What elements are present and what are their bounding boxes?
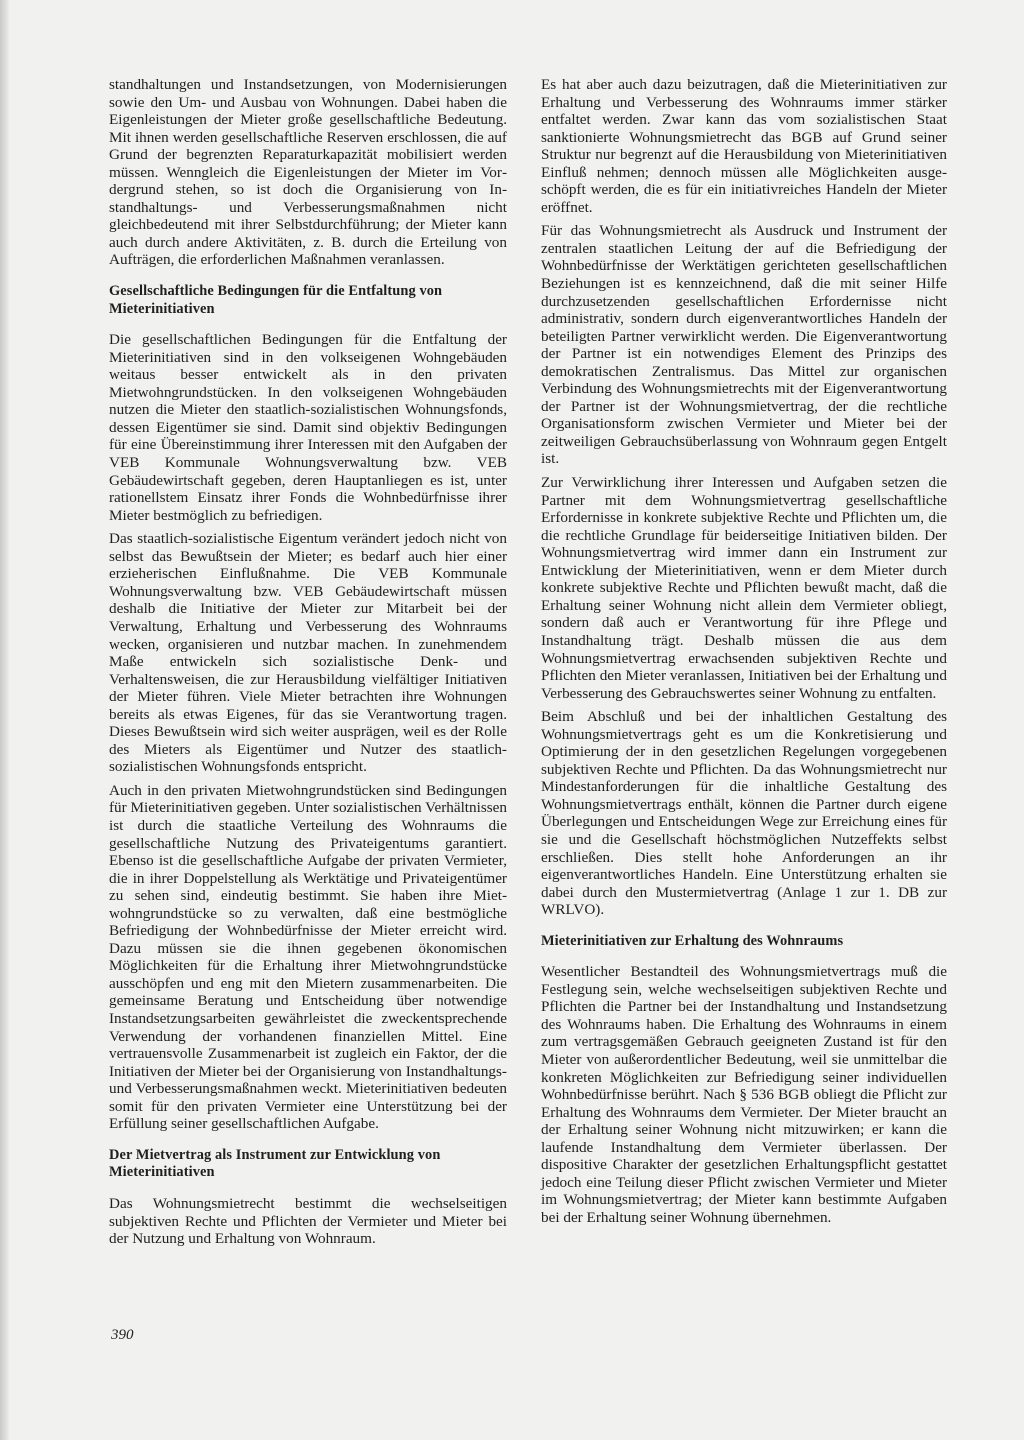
section-heading: Der Mietvertrag als Instrument zur Entwicklung von Mieterinitiativen bbox=[109, 1146, 441, 1181]
paragraph: Es hat aber auch dazu beizutragen, daß die Mieterinitiativen zur Erhaltung und Verbesserung des Wohnraums immer stärker entfaltet werden. Zwar kann das vom sozialistischen Staat sanktionierte Wohnungsmietrecht das BGB auf Grund seiner Struktur nur begrenzt auf die Herausbildung von Mieterinitiativen Einfluß nehmen; dennoch müssen alle Möglichkeiten ausgeschöpft werden, die es für ein initiativreiches Handeln der Mieter eröffnet. bbox=[541, 76, 947, 216]
paragraph: Das staatlich-sozialistische Eigentum verändert jedoch nicht von selbst das Bewußtsein der Mieter; es bedarf auch hier einer erzieherischen Einflußnahme. Die VEB Kommunale Wohnungsverwaltung bzw. VEB Gebäudewirtschaft müssen deshalb die Initiative der Mieter zur Mitarbeit bei der Verwaltung, Erhaltung und Verbesserung des Wohnraums wecken, organisieren und nutzbar machen. In zunehmendem Maße entwickeln sich sozialistische Denk- und Verhaltensweisen, die zur Herausbildung vielfältiger Initiativen der Mieter führen. Viele Mieter betrachten ihre Wohnungen bereits als etwas Eigenes, für das sie Verantwortung tragen. Dieses Bewußtsein wird sich weiter ausprägen, weil es der Rolle des Mieters als Eigentümer und Nutzer des staatlich-sozialistischen Wohnungsfonds entspricht. bbox=[109, 530, 507, 776]
left-column bbox=[109, 76, 507, 1254]
paragraph: Zur Verwirklichung ihrer Interessen und Aufgaben setzen die Partner mit dem Wohnungsmietvertrag gesellschaftliche Erfordernisse in konkrete subjektive Rechte und Pflichten um, die die rechtliche Grundlage für beiderseitige Initiativen bilden. Der Wohnungsmietvertrag wird immer dann ein Instrument zur Entwicklung der Mieterinitiativen, wenn er dem Mieter durch konkrete subjektive Rechte und Pflichten bewußt macht, daß die Erhaltung seiner Wohnung nicht allein dem Vermieter obliegt, sondern daß auch er Verantwortung für ihre Pflege und Instandhaltung trägt. Deshalb müssen die aus dem Wohnungsmietvertrag erwachsenden subjektiven Rechte und Pflichten den Mieter veranlassen, Initiativen bei der Erhaltung und Verbesserung des Gebrauchswertes seiner Wohnung zu entfalten. bbox=[541, 474, 947, 702]
paragraph: Wesentlicher Bestandteil des Wohnungsmietvertrags muß die Festlegung sein, welche wechselseitigen subjektiven Rechte und Pflichten die Partner bei der Instandhaltung und Instandsetzung des Wohnraums haben. Die Erhaltung des Wohnraums in einem zum vertragsgemäßen Gebrauch geeigneten Zustand ist für den Mieter von außerordentlicher Bedeutung, weil sie unmittelbar die konkreten Möglichkeiten zur Befriedigung seiner individuellen Wohnbedürfnisse berührt. Nach § 536 BGB obliegt die Pflicht zur Erhaltung des Wohnraums dem Vermieter. Der Mieter braucht an der Erhaltung seiner Wohnung nicht mitzuwirken; er kann die laufende Instandhaltung dem Vermieter überlassen. Der dispositive Charakter der gesetzlichen Erhaltungspflicht gestattet jedoch eine Teilung dieser Pflicht zwischen Vermieter und Mieter im Wohnungsmietvertrag; der Mieter kann bestimmte Aufgaben bei der Erhaltung seiner Wohnung übernehmen. bbox=[541, 963, 947, 1226]
paragraph: Auch in den privaten Mietwohngrundstücken sind Bedingungen für Mieterinitiativen gegeben. Unter sozialistischen Verhältnissen ist durch die staatliche Verteilung des Wohnraums die gesellschaftliche Nutzung des Privateigentums garantiert. Ebenso ist die gesellschaftliche Aufgabe der privaten Vermieter, die in ihrer Doppelstellung als Werktätige und Privateigentümer zu sehen sind, eindeutig bestimmt. Sie haben ihre Mietwohngrundstücke so zu verwalten, daß eine bestmögliche Befriedigung der Wohnbedürfnisse der Mieter erreicht wird. Dazu müssen sie die ihnen gegebenen ökonomischen Möglichkeiten für die Erhaltung ihrer Mietwohngrundstücke ausschöpfen und eng mit den Mietern zusammenarbeiten. Die gemeinsame Beratung und Entscheidung über notwendige Instandsetzungsarbeiten gewährleistet die zweckentsprechende Verwendung der vorhandenen finanziellen Mittel. Eine vertrauensvolle Zusammenarbeit ist zugleich ein Faktor, der die Initiativen der Mieter bei der Organisierung von Instandhaltungs- und Verbesserungsmaßnahmen weckt. Mieterinitiativen bedeuten somit für den privaten Vermieter eine Unterstützung bei der Erfüllung seiner gesellschaftlichen Aufgabe. bbox=[109, 781, 507, 1133]
section-heading: Gesellschaftliche Bedingungen für die Entfaltung von Mieterinitiativen bbox=[109, 283, 443, 317]
paragraph: Beim Abschluß und bei der inhaltlichen Gestaltung des Wohnungsmietvertrags geht es um die Konkretisierung und Optimierung der in den gesetzlichen Regelungen vorgegebenen subjektiven Rechte und Pflichten. Da das Wohnungsmietrecht nur Mindestanforderungen für die inhaltliche Gestaltung des Wohnungsmietvertrags enthält, können die Partner durch eigene Überlegungen und Entscheidungen Wege zur Erreichung eines für sie und die Gesellschaft höchstmöglichen Nutzeffekts selbst erschließen. Dies stellt hohe Anforderungen an ihr eigenverantwortliches Handeln. Eine Unterstützung erhalten sie dabei durch den Mustermietvertrag (Anlage 1 zur 1. DB zur WRLVO). bbox=[541, 708, 947, 919]
section-heading: Mieterinitiativen zur Erhaltung des Wohnraums bbox=[541, 932, 844, 949]
right-column bbox=[541, 76, 947, 1233]
page-number: 390 bbox=[111, 1327, 134, 1343]
paragraph: Das Wohnungsmietrecht bestimmt die wechselseitigen subjektiven Rechte und Pflichten der Vermieter und Mieter bei der Nutzung und Erhaltung von Wohnraum. bbox=[109, 1195, 507, 1248]
paragraph: Für das Wohnungsmietrecht als Ausdruck und Instrument der zentralen staatlichen Leitung der auf die Befriedigung der Wohnbedürfnisse der Werktätigen gerichteten gesellschaftlichen Beziehungen ist es kennzeichnend, daß die mit seiner Hilfe durchzusetzenden gesellschaftlichen Erfordernisse nicht administrativ, sondern durch eigenverantwortliches Handeln der beteiligten Partner verwirklicht werden. Die Eigenverantwortung der Partner ist ein notwendiges Element des Prinzips des demokratischen Zentralismus. Das Mittel zur organischen Verbindung des Wohnungsmietrechts mit der Eigenverantwortung der Partner ist der Wohnungsmietvertrag, der die rechtliche Organisationsform zwischen Vermieter und Mieter bei der zeitweiligen Gebrauchsüberlassung von Wohnraum gegen Entgelt ist. bbox=[541, 222, 947, 468]
scan-page-edge bbox=[0, 0, 9, 1440]
paragraph: standhaltungen und Instandsetzungen, von Modernisierungen sowie den Um- und Ausbau von Wohnungen. Dabei haben die Eigenleistungen der Mieter große gesellschaftliche Bedeutung. Mit ihnen werden gesellschaftliche Reserven erschlossen, die auf Grund der begrenzten Reparaturkapazität mobilisiert werden müssen. Wenngleich die Eigenleistungen der Mieter im Vordergrund stehen, so ist doch die Organisierung von Instandhaltungs- und Verbesserungsmaßnahmen nicht gleichbedeutend mit ihrer Selbstdurchführung; der Mieter kann auch durch andere Aktivitäten, z. B. durch die Erteilung von Aufträgen, die erforderlichen Maßnahmen veranlassen. bbox=[109, 76, 507, 269]
paragraph: Die gesellschaftlichen Bedingungen für die Entfaltung der Mieterinitiativen sind in den volkseigenen Wohngebäuden weitaus besser entwickelt als in den privaten Mietwohngrundstücken. In den volkseigenen Wohngebäuden nutzen die Mieter den staatlich-sozialistischen Wohnungsfonds, dessen Eigentümer sie sind. Damit sind objektiv Bedingungen für eine Übereinstimmung ihrer Interessen mit den Aufgaben der VEB Kommunale Wohnungsverwaltung bzw. VEB Gebäudewirtschaft gegeben, deren Hauptanliegen es ist, unter rationellstem Einsatz ihrer Fonds die Wohnbedürfnisse ihrer Mieter bestmöglich zu befriedigen. bbox=[109, 331, 507, 524]
